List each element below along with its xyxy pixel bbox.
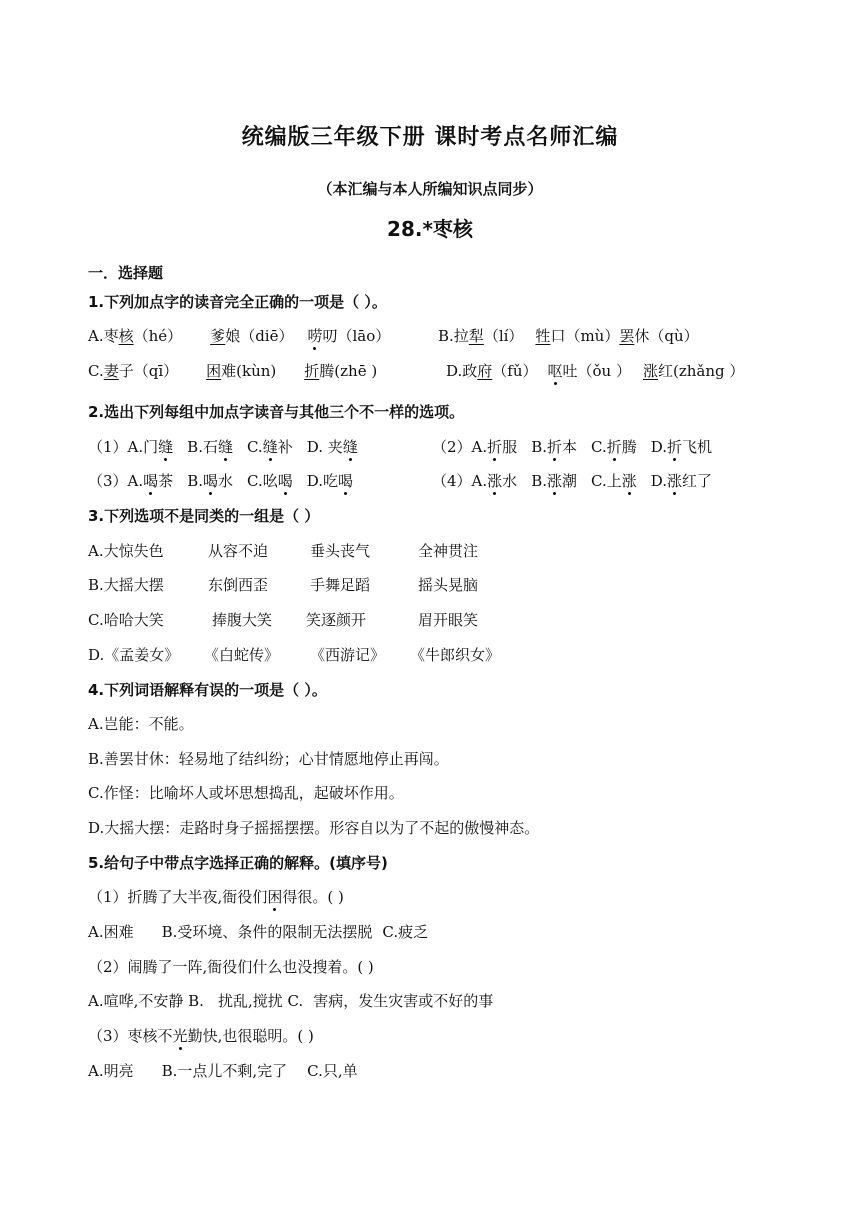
question-4-option-c: C.作怪：比喻坏人或坏思想捣乱，起破坏作用。 [88, 784, 404, 802]
question-3-option-a: A.大惊失色 [88, 542, 164, 560]
question-1-option-b: B.拉犁（lí） 牲口（mù）罢休（qù） [438, 327, 699, 345]
question-5-stem: 5.给句子中带点字选择正确的解释。(填序号) [88, 854, 388, 872]
question-2-group-4: （4）A.涨水 B.涨潮 C.上涨 D.涨红了 [432, 472, 713, 490]
question-5-sentence-1: （1）折腾了大半夜,衙役们困得很。( ) [88, 888, 344, 906]
question-1-option-c: C.妻子（qī） 困难(kùn) 折腾(zhē ) [88, 362, 378, 380]
question-4-option-d: D.大摇大摆：走路时身子摇摇摆摆。形容自以为了不起的傲慢神态。 [88, 819, 540, 837]
question-3-option-a-2: 从容不迫 [208, 542, 269, 560]
question-5-options-3: A.明亮 B.一点儿不剩,完了 C.只,单 [88, 1062, 358, 1080]
question-3-stem: 3.下列选项不是同类的一组是（ ） [88, 507, 320, 525]
section-heading: 一．选择题 [88, 264, 164, 282]
question-1-option-a: A.枣核（hé） 爹娘（diē） 唠叨（lāo） [88, 327, 391, 345]
document-title: 统编版三年级下册 课时考点名师汇编 [241, 125, 619, 150]
question-2-group-2: （2）A.折服 B.折本 C.折腾 D.折飞机 [432, 438, 713, 456]
document-subtitle: （本汇编与本人所编知识点同步） [317, 180, 543, 198]
question-3-option-c-4: 眉开眼笑 [418, 611, 479, 629]
question-3-option-c-3: 笑逐颜开 [306, 611, 367, 629]
question-2-stem: 2.选出下列每组中加点字读音与其他三个不一样的选项。 [88, 403, 465, 421]
question-1-stem: 1.下列加点字的读音完全正确的一项是（ ）。 [88, 293, 387, 311]
question-2-group-1: （1）A.门缝 B.石缝 C.缝补 D. 夹缝 [88, 438, 358, 456]
question-3-option-d-2: 《白蛇传》 [204, 646, 280, 664]
lesson-title: 28.*枣核 [387, 217, 473, 241]
question-3-option-b-4: 摇头晃脑 [418, 576, 479, 594]
question-2-group-3: （3）A.喝茶 B.喝水 C.吆喝 D.吃喝 [88, 472, 354, 490]
question-5-options-1: A.困难 B.受环境、条件的限制无法摆脱 C.疲乏 [88, 923, 429, 941]
question-3-option-a-4: 全神贯注 [418, 542, 479, 560]
question-3-option-d-3: 《西游记》 [310, 646, 386, 664]
question-4-stem: 4.下列词语解释有误的一项是（ ）。 [88, 681, 327, 699]
question-4-option-a: A.岂能：不能。 [88, 715, 194, 733]
question-3-option-d: D.《孟姜女》 [88, 646, 180, 664]
question-3-option-b-3: 手舞足蹈 [310, 576, 371, 594]
question-3-option-b-2: 东倒西歪 [208, 576, 269, 594]
question-3-option-d-4: 《牛郎织女》 [410, 646, 501, 664]
question-3-option-b: B.大摇大摆 [88, 576, 164, 594]
question-5-sentence-3: （3）枣核不光勤快,也很聪明。( ) [88, 1027, 314, 1045]
question-5-options-2: A.喧哗,不安静 B. 扰乱,搅扰 C. 害病，发生灾害或不好的事 [88, 992, 494, 1010]
question-4-option-b: B.善罢甘休：轻易地了结纠纷；心甘情愿地停止再闯。 [88, 750, 449, 768]
question-3-option-c: C.哈哈大笑 [88, 611, 164, 629]
question-1-option-d: D.政府（fǔ） 呕吐（ǒu ） 涨红(zhǎng ） [446, 362, 745, 380]
question-3-option-a-3: 垂头丧气 [310, 542, 371, 560]
question-5-sentence-2: （2）闹腾了一阵,衙役们什么也没搜着。( ) [88, 958, 374, 976]
question-3-option-c-2: 捧腹大笑 [212, 611, 273, 629]
